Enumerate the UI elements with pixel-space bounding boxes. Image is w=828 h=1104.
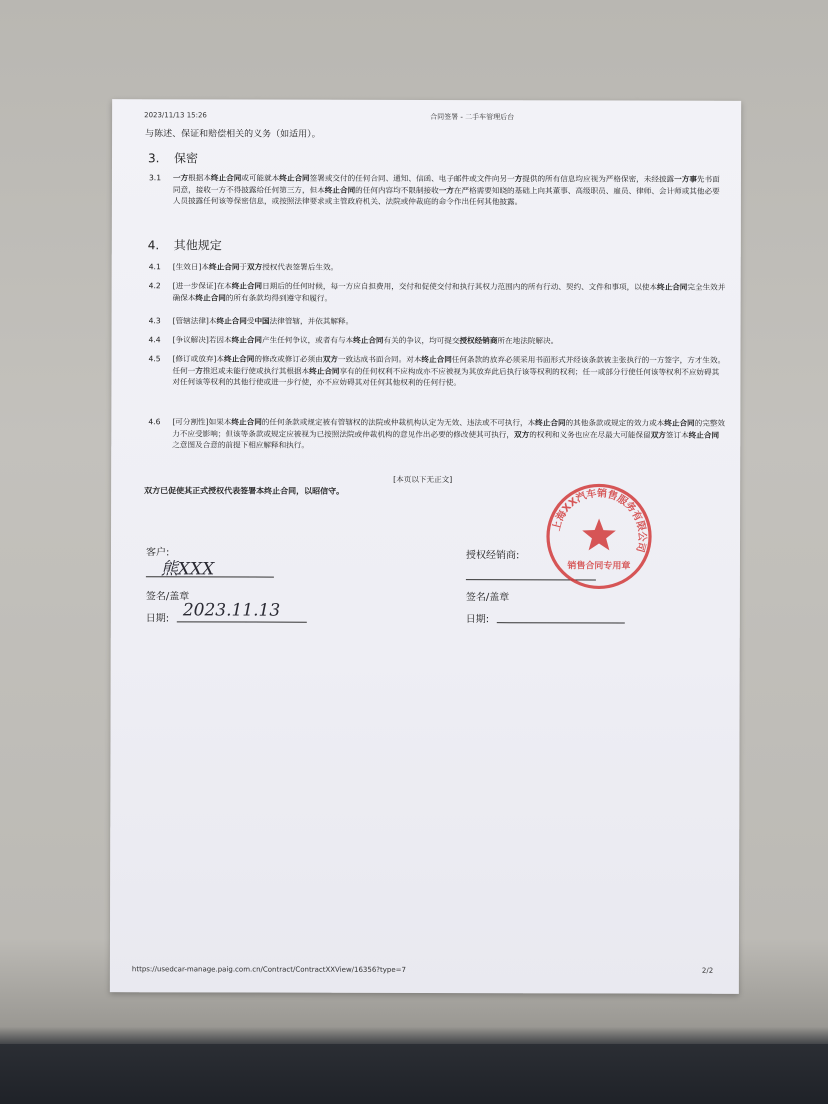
clause-text: [管辖法律]本终止合同受中国法律管辖，并依其解释。	[172, 316, 354, 326]
page-number: 2/2	[701, 966, 714, 975]
clause-number: 4.6	[148, 417, 161, 427]
clause-4-1	[148, 261, 726, 274]
witness-clause: 双方已促使其正式授权代表签署本终止合同，以昭信守。	[144, 486, 345, 496]
section-heading-confidentiality	[148, 149, 198, 166]
seal-ring-textpath: 上海XX汽车销售服务有限公司	[551, 488, 648, 554]
seal-star-icon	[582, 518, 616, 550]
section-title: 其他规定	[173, 238, 222, 253]
clause-4-4	[148, 334, 726, 347]
clause-4-6	[148, 416, 726, 452]
desk-surface	[0, 1044, 828, 1104]
customer-sign-stamp-label: 签名/盖章	[145, 591, 190, 603]
section-heading-other	[148, 236, 222, 253]
clause-text: [可分割性]如果本终止合同的任何条款或规定被有管辖权的法院或仲裁机构认定为无效、违法或不可执行，本终止合同的其他条款或规定的效力或本终止合同的完整效力不应受影响；但该等条款或规定应被视为已按照法院或仲裁机构的意见作出必要的修改使其可执行，双方的权利和义务也应在尽最大可能保留双方签订本终止合同之意图及合意的前提下相应解释和执行。	[172, 417, 726, 450]
clause-3-1	[148, 172, 726, 208]
clause-number: 4.4	[148, 335, 161, 345]
dealer-date-line	[497, 622, 625, 623]
clause-text: [争议解决]若因本终止合同产生任何争议，或者有与本终止合同有关的争议，均可提交授权经销商所在地法院解决。	[172, 335, 559, 346]
seal-center-text: 销售合同专用章	[567, 561, 631, 572]
clause-number: 4.1	[148, 262, 161, 272]
end-of-text-note: [本页以下无正文]	[393, 474, 453, 485]
clause-4-5	[148, 353, 726, 389]
clause-4-3	[148, 315, 726, 328]
customer-date-value: 2023.11.13	[182, 600, 281, 621]
clause-text: [进一步保证]在本终止合同日期后的任何时候，每一方应自担费用，交付和促使交付和执行其权力范围内的所有行动、契约、文件和事项，以使本终止合同完全生效并确保本终止合同的所有条款均得到遵守和履行。	[172, 281, 726, 303]
clause-number: 4.3	[148, 316, 161, 326]
clause-number: 4.5	[148, 354, 161, 364]
dealer-label: 授权经销商:	[465, 550, 520, 562]
clause-number: 4.2	[148, 281, 161, 291]
print-title: 合同签署 - 二手车管理后台	[430, 113, 515, 122]
section-number: 3.	[147, 151, 160, 166]
section-title: 保密	[173, 151, 199, 166]
customer-date-line	[177, 621, 307, 622]
clause-text: [修订或放弃]本终止合同的修改或修订必须由双方一致达成书面合同。对本终止合同任何条款的放弃必须采用书面形式并经该条款被主张执行的一方签字，方才生效。任何一方推迟或未能行使或执行其根据本终止合同享有的任何权利不应构成亦不应被视为其放弃此后执行该等权利的权利；任一或部分行使任何该等权利不应妨碍其对任何该等权利的其他行使或进一步行使，亦不应妨碍其对任何其他权利的任何行使。	[172, 354, 726, 388]
contract-page	[110, 99, 741, 994]
clause-4-2	[148, 280, 726, 304]
customer-date-label: 日期:	[145, 613, 170, 625]
company-seal-stamp	[543, 480, 655, 592]
customer-signature: 熊XXX	[160, 559, 215, 580]
print-datetime: 2023/11/13 15:26	[144, 111, 207, 120]
section-number: 4.	[147, 238, 160, 253]
clause-text: [生效日]本终止合同于双方授权代表签署后生效。	[172, 262, 339, 272]
dealer-sign-stamp-label: 签名/盖章	[465, 592, 510, 604]
clause-text: 一方根据本终止合同或可能就本终止合同签署或交付的任何合同、通知、信函、电子邮件或文件向另一方提供的所有信息均应视为严格保密，未经披露一方事先书面同意，接收一方不得披露给任何第三方，但本终止合同的任何内容均不限制接收一方在严格需要知晓的基础上向其董事、高级职员、雇员、律师、会计师或其他必要人员披露任何该等保密信息，或按照法律要求或主管政府机关、法院或仲裁庭的命令作出任何其他披露。	[172, 173, 720, 207]
page-url: https://usedcar-manage.paig.com.cn/Contract/ContractXXView/16356?type=7	[131, 965, 406, 974]
continued-line: 与陈述、保证和赔偿相关的义务（如适用）。	[145, 129, 321, 140]
clause-number: 3.1	[148, 173, 162, 183]
customer-label: 客户:	[145, 547, 170, 559]
dealer-date-label: 日期:	[465, 614, 490, 626]
